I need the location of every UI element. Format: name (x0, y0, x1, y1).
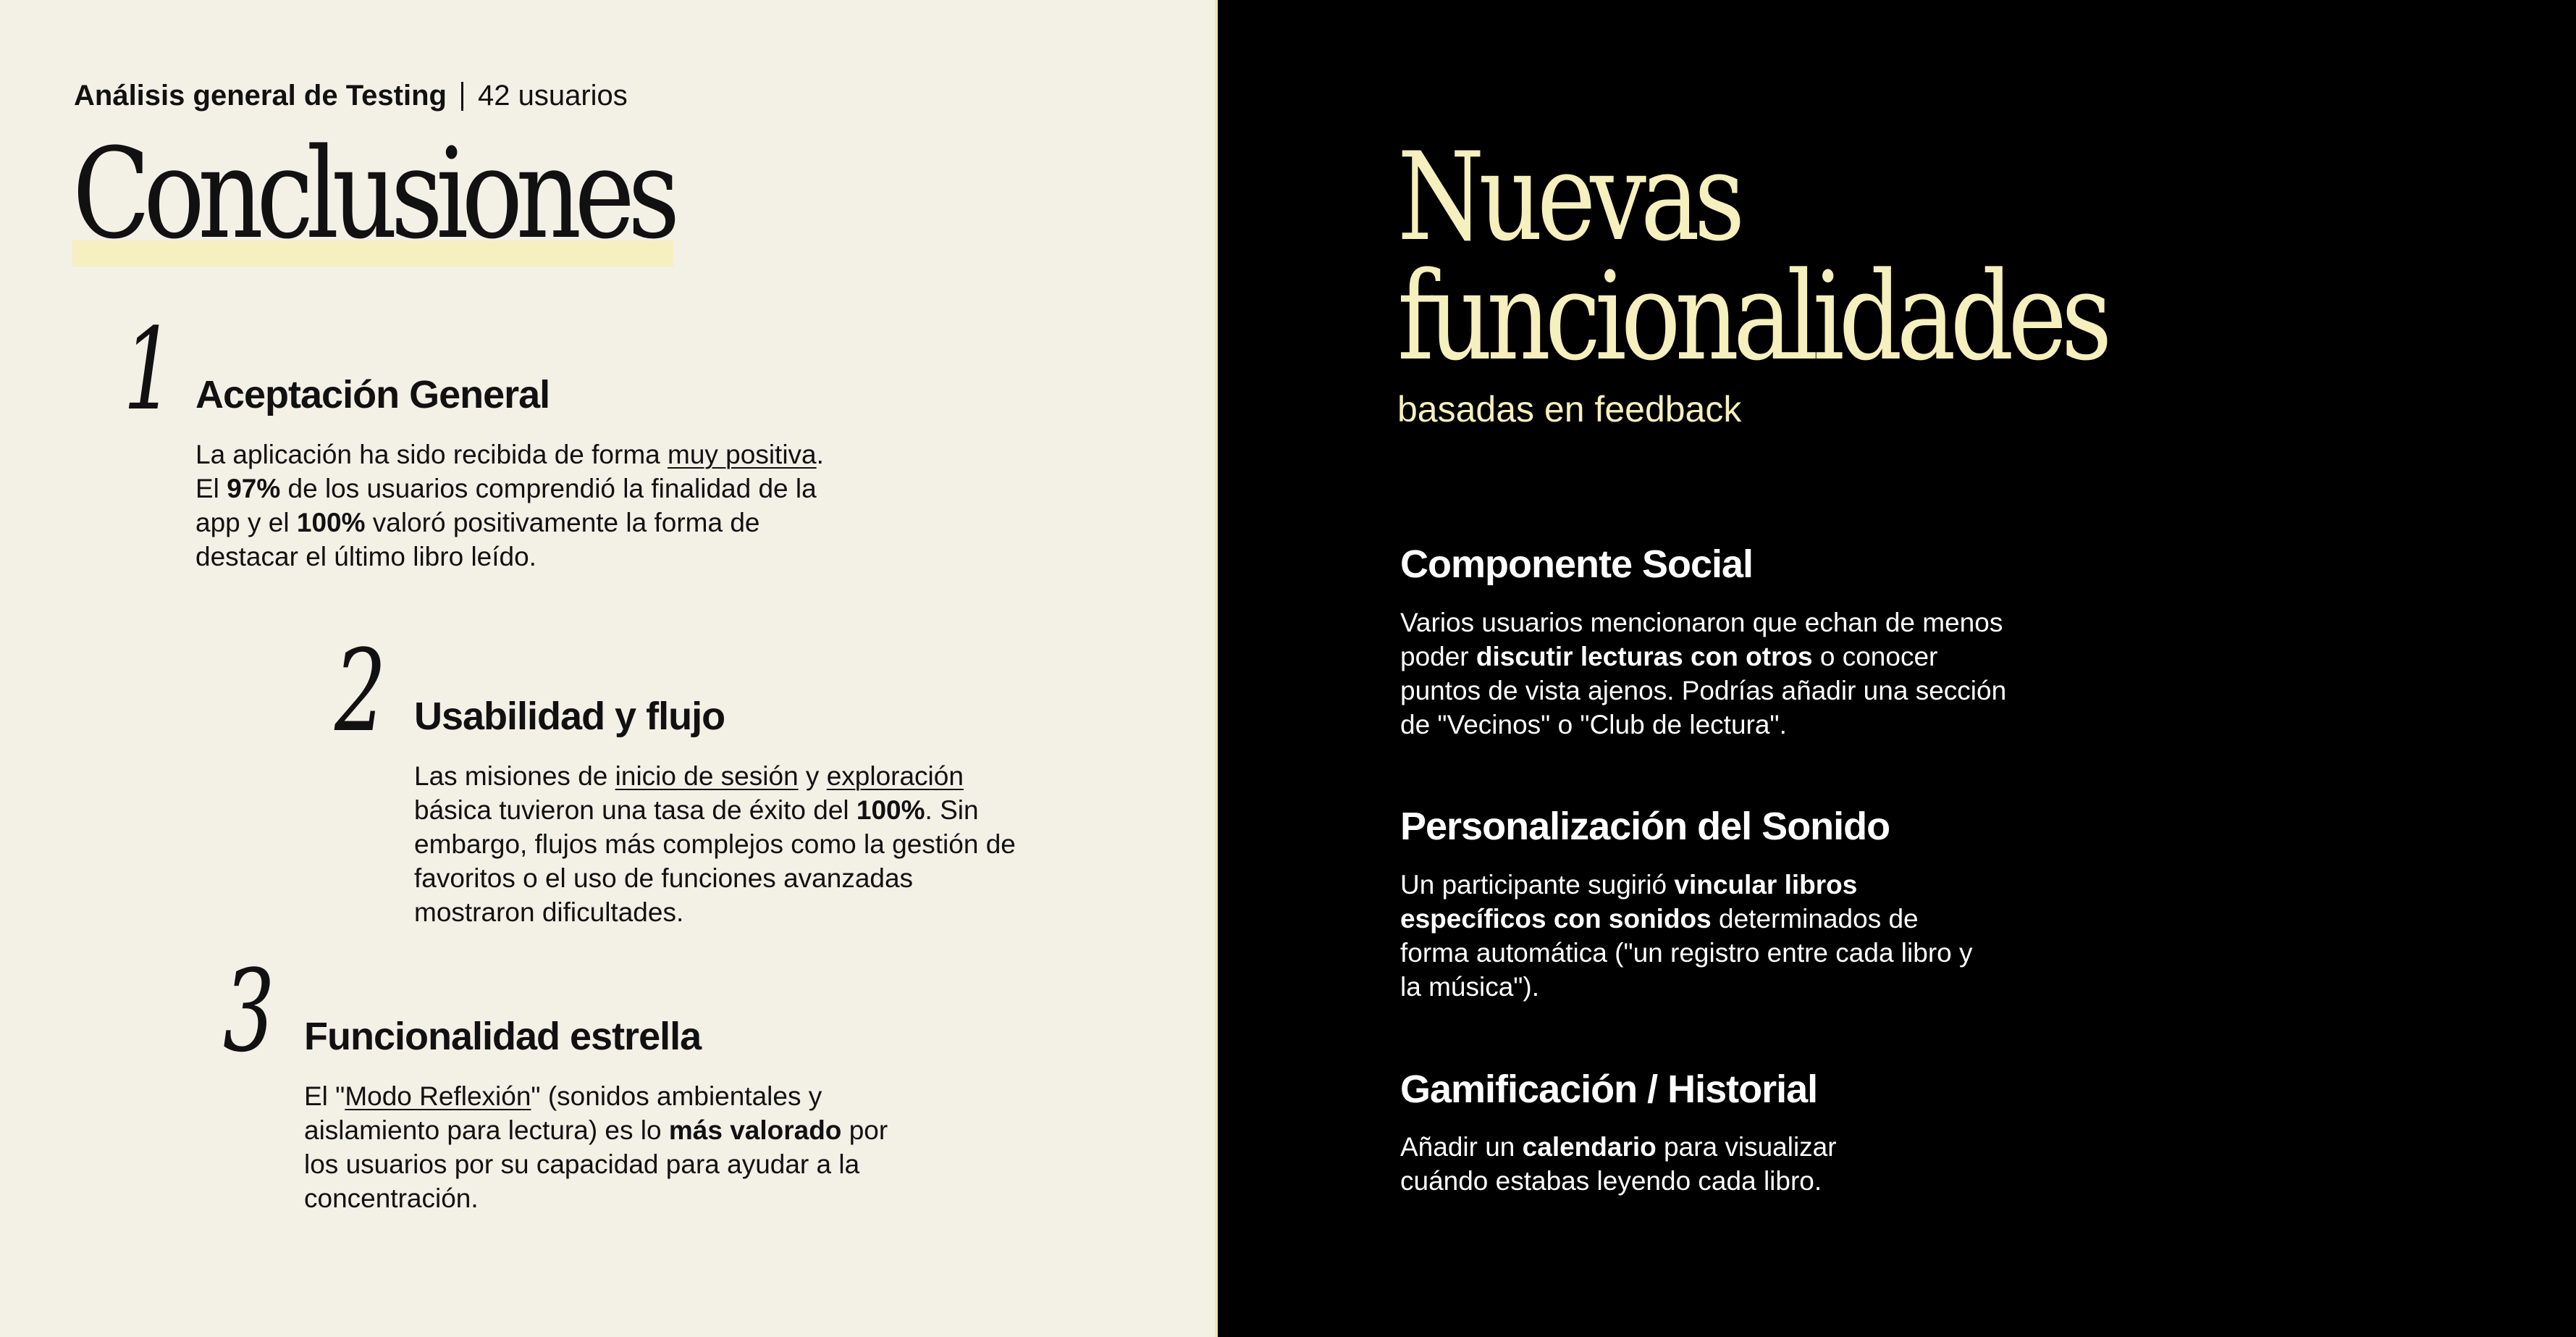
header-separator (461, 82, 463, 111)
feature-title-gamification: Gamificación / Historial (1400, 1068, 1818, 1111)
feature-title-social: Componente Social (1400, 542, 1754, 586)
features-subtitle: basadas en feedback (1397, 389, 1742, 429)
conclusion-title-2: Usabilidad y flujo (414, 695, 725, 738)
feature-title-sound: Personalización del Sonido (1400, 805, 1890, 848)
conclusion-number-3: 3 (223, 945, 275, 1077)
report-header (74, 80, 628, 112)
conclusion-body-3: El "Modo Reflexión" (sonidos ambientales y aislamiento para lectura) es lo más valorado por los usuarios por su capacidad para ayudar a la concentración. (304, 1081, 888, 1213)
conclusion-number-2: 2 (334, 625, 387, 757)
report-title: Análisis general de Testing (74, 80, 447, 112)
features-title: Nuevas funcionalidades (1397, 126, 2107, 387)
conclusion-number-1: 1 (123, 303, 175, 435)
conclusion-title-1: Aceptación General (195, 373, 550, 416)
conclusion-title-3: Funcionalidad estrella (304, 1015, 702, 1058)
conclusion-body-2: Las misiones de inicio de sesión y exploración básica tuvieron una tasa de éxito del 100%. Sin embargo, flujos más complejos como la gestión de favoritos o el uso de funciones avanzadas mostraron dificultades. (414, 761, 1016, 927)
feature-body-social: Varios usuarios mencionaron que echan de menos poder discutir lecturas con otros o conocer puntos de vista ajenos. Podrías añadir una sección de "Vecinos" o "Club de lectura". (1400, 608, 2007, 739)
feature-body-gamification: Añadir un calendario para visualizar cuándo estabas leyendo cada libro. (1400, 1132, 1837, 1196)
feature-body-sound: Un participante sugirió vincular libros específicos con sonidos determinados de forma automática ("un registro entre cada libro y la música"). (1400, 870, 1973, 1002)
conclusions-title: Conclusiones (72, 121, 673, 267)
user-count: 42 usuarios (477, 80, 628, 112)
conclusion-body-1: La aplicación ha sido recibida de forma muy positiva. El 97% de los usuarios comprendió la finalidad de la app y el 100% valoró positivamente la forma de destacar el último libro leído. (195, 440, 824, 571)
